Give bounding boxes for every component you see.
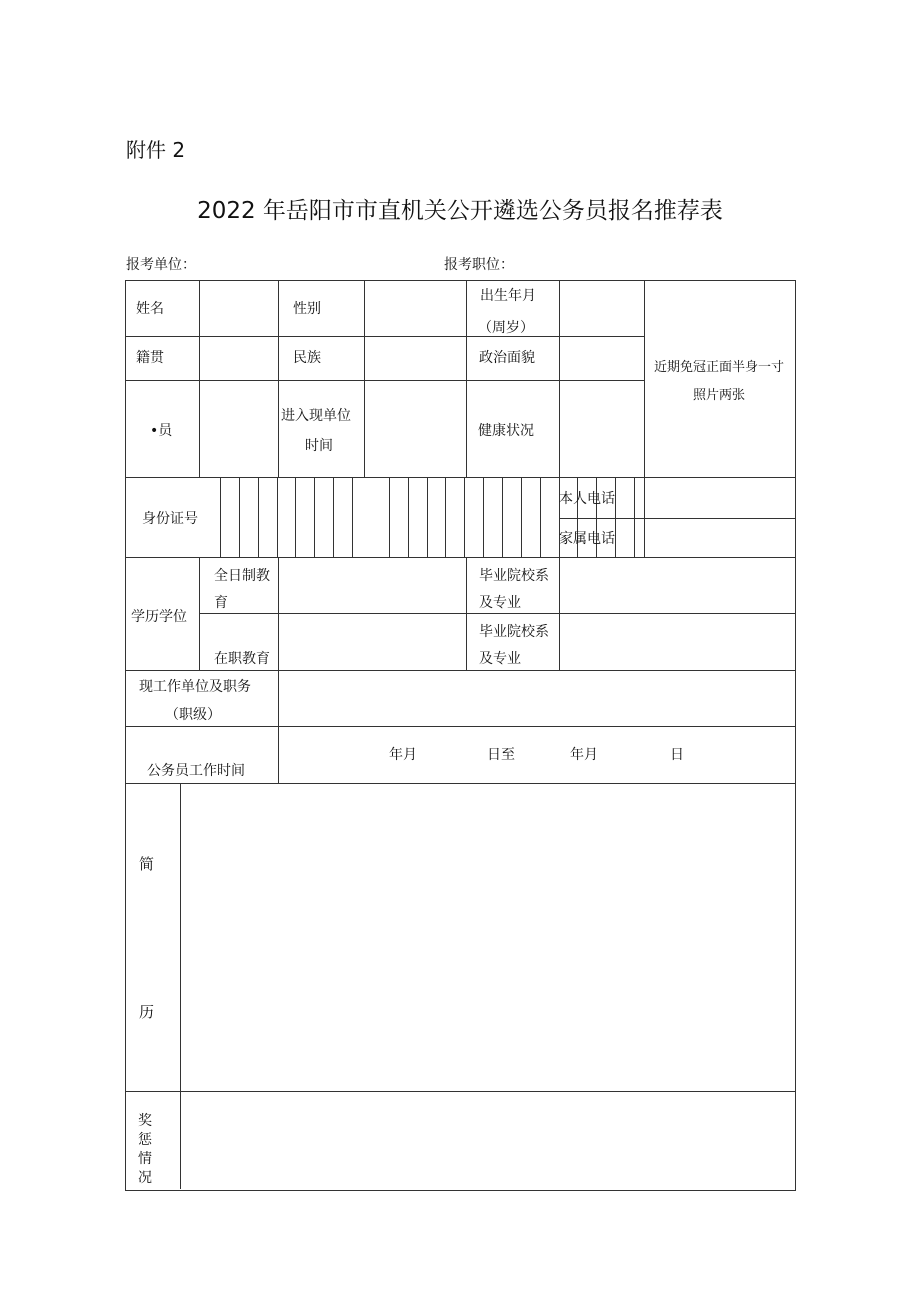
form-title: 2022 年岳阳市市直机关公开遴选公务员报名推荐表 (197, 198, 723, 224)
resume-label-1: 简 (139, 855, 155, 873)
id-digit-rule (277, 477, 278, 557)
family-phone-label: 家属电话 (559, 531, 615, 547)
id-digit-rule (239, 477, 240, 557)
school-major-label-3: 毕业院校系 (479, 624, 549, 640)
rule-edu-v4 (559, 557, 560, 670)
id-digit-rule (258, 477, 259, 557)
id-digit-rule (389, 477, 390, 557)
rule-work (125, 726, 795, 727)
annex-label: 附件 2 (126, 138, 186, 162)
name-label: 姓名 (136, 301, 164, 317)
id-digit-rule (502, 477, 503, 557)
fulltime-label-2: 育 (214, 595, 228, 611)
rule-row1 (125, 336, 644, 337)
id-digit-rule (314, 477, 315, 557)
id-digit-rule (445, 477, 446, 557)
table-border (125, 280, 796, 1191)
id-digit-rule (615, 477, 616, 557)
rule-row3 (125, 477, 795, 478)
rule-phone (559, 518, 795, 519)
id-digit-rule (483, 477, 484, 557)
school-major-label-2: 及专业 (479, 595, 521, 611)
photo-note: 近期免冠正面半身一寸 (653, 360, 784, 375)
birth-age-label: （周岁） (478, 320, 534, 336)
school-major-label: 毕业院校系 (479, 568, 549, 584)
id-digit-rule (540, 477, 541, 557)
school-major-label-4: 及专业 (479, 651, 521, 667)
fulltime-label: 全日制教 (214, 568, 270, 584)
work-unit-label: 现工作单位及职务 (139, 679, 251, 695)
rule-v2 (278, 280, 279, 477)
resume-label-2: 历 (139, 1003, 155, 1021)
rule-v1 (199, 280, 200, 477)
rule-edu-v2 (278, 557, 279, 783)
join-time-label: 进入现单位 (281, 408, 351, 424)
id-digit-rule (352, 477, 353, 557)
health-label: 健康状况 (478, 423, 534, 439)
work-rank-label: （职级） (165, 707, 221, 723)
id-digit-rule (333, 477, 334, 557)
birth-label: 出生年月 (480, 288, 536, 304)
registration-form-table (125, 280, 796, 1191)
id-digit-rule (521, 477, 522, 557)
id-digit-rule (408, 477, 409, 557)
time-day-to: 日至 (487, 747, 515, 763)
id-digit-rule (295, 477, 296, 557)
join-time-label-2: 时间 (305, 438, 333, 454)
rule-row2 (125, 380, 644, 381)
rule-v5 (559, 280, 560, 477)
id-number-label: 身份证号 (142, 511, 198, 527)
time-day: 日 (670, 747, 684, 763)
rule-id (125, 557, 795, 558)
awards-label: 奖惩情况 (138, 1113, 152, 1186)
rule-resume-v (180, 783, 181, 1189)
rule-v6 (644, 280, 645, 557)
cs-time-label: 公务员工作时间 (147, 763, 245, 779)
rule-resume (125, 1091, 795, 1092)
time-year-month-2: 年月 (570, 747, 598, 763)
native-place-label: 籍贯 (136, 350, 164, 366)
time-year-month-1: 年月 (389, 747, 417, 763)
photo-note-2: 照片两张 (692, 388, 745, 403)
inservice-label: 在职教育 (214, 651, 270, 667)
rule-v4 (466, 280, 467, 477)
rule-edu-v3 (466, 557, 467, 670)
rule-v3 (364, 280, 365, 477)
ethnicity-label: 民族 (293, 350, 321, 366)
apply-unit-label: 报考单位： (126, 257, 196, 273)
id-digit-rule (220, 477, 221, 557)
education-label: 学历学位 (131, 609, 187, 625)
gender-label: 性别 (293, 301, 321, 317)
id-digit-rule (427, 477, 428, 557)
id-digit-rule (634, 477, 635, 557)
political-status-label: 政治面貌 (479, 350, 535, 366)
apply-post-label: 报考职位： (444, 257, 514, 273)
member-label: •员 (150, 423, 173, 439)
id-digit-rule (464, 477, 465, 557)
rule-edu-v1 (199, 557, 200, 670)
own-phone-label: 本人电话 (559, 491, 615, 507)
